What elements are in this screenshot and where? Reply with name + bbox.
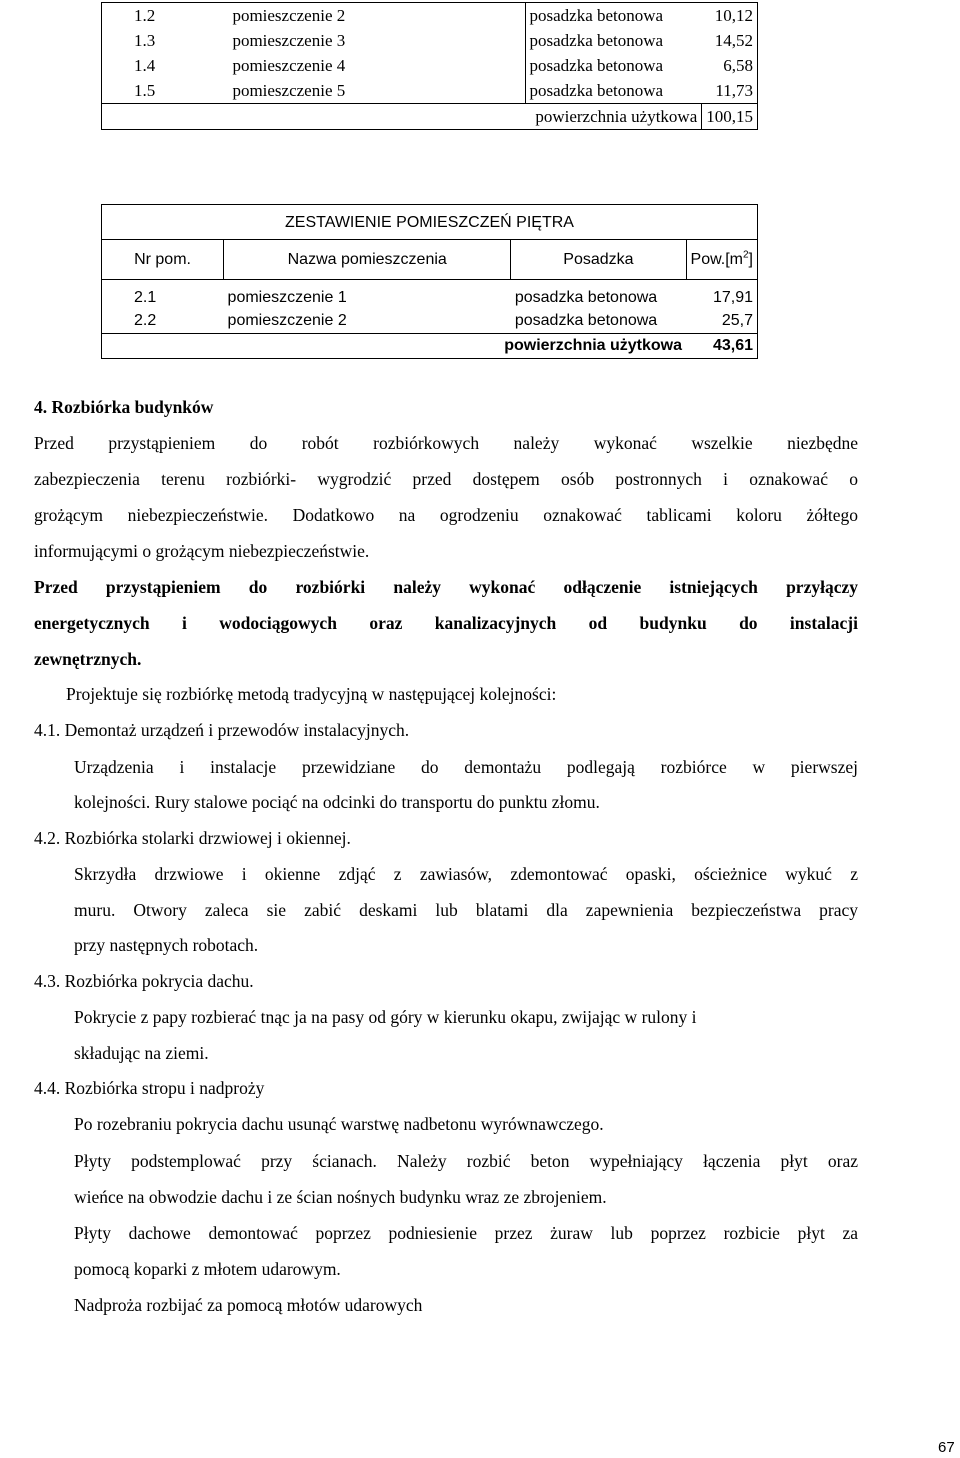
room-area: 25,7 (686, 310, 757, 334)
s43-line-1: Pokrycie z papy rozbierać tnąc ja na pasy od góry w kierunku okapu, zwijając w rulony i (74, 1007, 697, 1027)
table-title: ZESTAWIENIE POMIESZCZEŃ PIĘTRA (102, 205, 758, 240)
room-name: pomieszczenie 2 (228, 3, 525, 29)
table-row (102, 280, 758, 310)
room-area: 14,52 (702, 28, 758, 53)
room-name: pomieszczenie 5 (228, 78, 525, 104)
room-name: pomieszczenie 3 (232, 30, 346, 50)
sum-value: 100,15 (702, 104, 758, 130)
order-line: Projektuje się rozbiórkę metodą tradycyjną w następującej kolejności: (66, 684, 557, 704)
intro-line-2: zabezpieczenia terenu rozbiórki- wygrodzić przed dostępem osób postronnych i oznakować o (34, 469, 858, 489)
room-nr: 1.4 (102, 53, 229, 78)
subsection-4-3-title: 4.3. Rozbiórka pokrycia dachu. (34, 971, 254, 991)
table-row (102, 53, 758, 78)
page-number: 67 (938, 1439, 955, 1456)
room-nr: 1.2 (102, 3, 229, 29)
s42-line-2: muru. Otwory zaleca sie zabić deskami lub blatami dla zapewnienia bezpieczeństwa pracy (74, 900, 858, 920)
s44-line-1: Po rozebraniu pokrycia dachu usunąć warstwę nadbetonu wyrównawczego. (74, 1114, 604, 1134)
room-area: 6,58 (702, 53, 758, 78)
s44-line-3: wieńce na obwodzie dachu i ze ścian nośnych budynku wraz ze zbrojeniem. (74, 1187, 607, 1207)
room-floor: posadzka betonowa (514, 288, 658, 306)
intro-line-4: informującymi o grożącym niebezpieczeństwie. (34, 541, 370, 561)
upper-floor-rooms-table (101, 204, 758, 359)
s41-line-2: kolejności. Rury stalowe pociąć na odcinki do transportu do punktu złomu. (74, 792, 600, 812)
intro-line-1: Przed przystąpieniem do robót rozbiórkowych należy wykonać wszelkie niezbędne (34, 433, 858, 453)
intro-line-3: grożącym niebezpieczeństwie. Dodatkowo na ogrodzeniu oznakować tablicami koloru żółtego (34, 505, 858, 525)
s44-line-5: pomocą koparki z młotem udarowym. (74, 1259, 341, 1279)
room-nr: 1.5 (102, 78, 229, 104)
s42-line-3: przy następnych robotach. (74, 935, 259, 955)
section-heading: 4. Rozbiórka budynków (34, 397, 214, 417)
header-area: $Pow.[m^2]$ (686, 240, 757, 280)
room-floor: posadzka betonowa (525, 78, 702, 104)
s44-line-4: Płyty dachowe demontować poprzez podniesienie przez żuraw lub poprzez rozbicie płyt za (74, 1223, 858, 1243)
room-name: pomieszczenie 4 (232, 55, 346, 75)
s44-line-2: Płyty podstemplować przy ścianach. Należy rozbić beton wypełniający łączenia płyt oraz (74, 1151, 858, 1171)
room-area: 11,73 (702, 78, 758, 104)
table-row (102, 78, 758, 104)
room-area: 17,91 (686, 280, 757, 310)
warning-line-1: Przed przystąpieniem do rozbiórki należy wykonać odłączenie istniejących przyłączy (34, 577, 858, 597)
room-nr: 2.1 (102, 280, 224, 310)
s43-line-2: składując na ziemi. (74, 1043, 209, 1063)
table-row (102, 28, 758, 53)
room-floor: posadzka betonowa (511, 310, 686, 334)
room-name: pomieszczenie 1 (227, 288, 347, 306)
room-floor: posadzka betonowa (525, 53, 702, 78)
warning-line-2: energetycznych i wodociągowych oraz kanalizacyjnych od budynku do instalacji (34, 613, 858, 633)
sum-value: 43,61 (686, 334, 757, 359)
room-name: pomieszczenie 2 (224, 310, 511, 334)
sum-label: powierzchnia użytkowa (102, 334, 687, 359)
room-nr: 2.2 (102, 310, 224, 334)
table-row (102, 3, 758, 29)
sum-label: powierzchnia użytkowa (102, 104, 702, 130)
table-sum-row (102, 334, 758, 359)
room-area: 10,12 (702, 3, 758, 29)
s42-line-1: Skrzydła drzwiowe i okienne zdjąć z zawiasów, zdemontować opaski, ościeżnice wykuć z (74, 864, 858, 884)
s41-line-1: Urządzenia i instalacje przewidziane do demontażu podlegają rozbiórce w pierwszej (74, 757, 858, 777)
header-floor: Posadzka (511, 240, 686, 280)
subsection-4-2-title: 4.2. Rozbiórka stolarki drzwiowej i okiennej. (34, 828, 351, 848)
table-header-row (102, 240, 758, 280)
warning-line-3: zewnętrznych. (34, 649, 142, 669)
subsection-4-1-title: 4.1. Demontaż urządzeń i przewodów instalacyjnych. (34, 720, 410, 740)
header-nr: Nr pom. (102, 240, 224, 280)
table-sum-row (102, 104, 758, 130)
subsection-4-4-title: 4.4. Rozbiórka stropu i nadproży (34, 1078, 265, 1098)
room-floor: posadzka betonowa (525, 3, 702, 29)
room-nr: 1.3 (102, 28, 229, 53)
header-name: Nazwa pomieszczenia (224, 240, 511, 280)
table-row (102, 310, 758, 334)
ground-floor-rooms-table (101, 2, 758, 130)
room-floor: posadzka betonowa (525, 28, 702, 53)
s44-line-6: Nadproża rozbijać za pomocą młotów udarowych (74, 1295, 423, 1315)
